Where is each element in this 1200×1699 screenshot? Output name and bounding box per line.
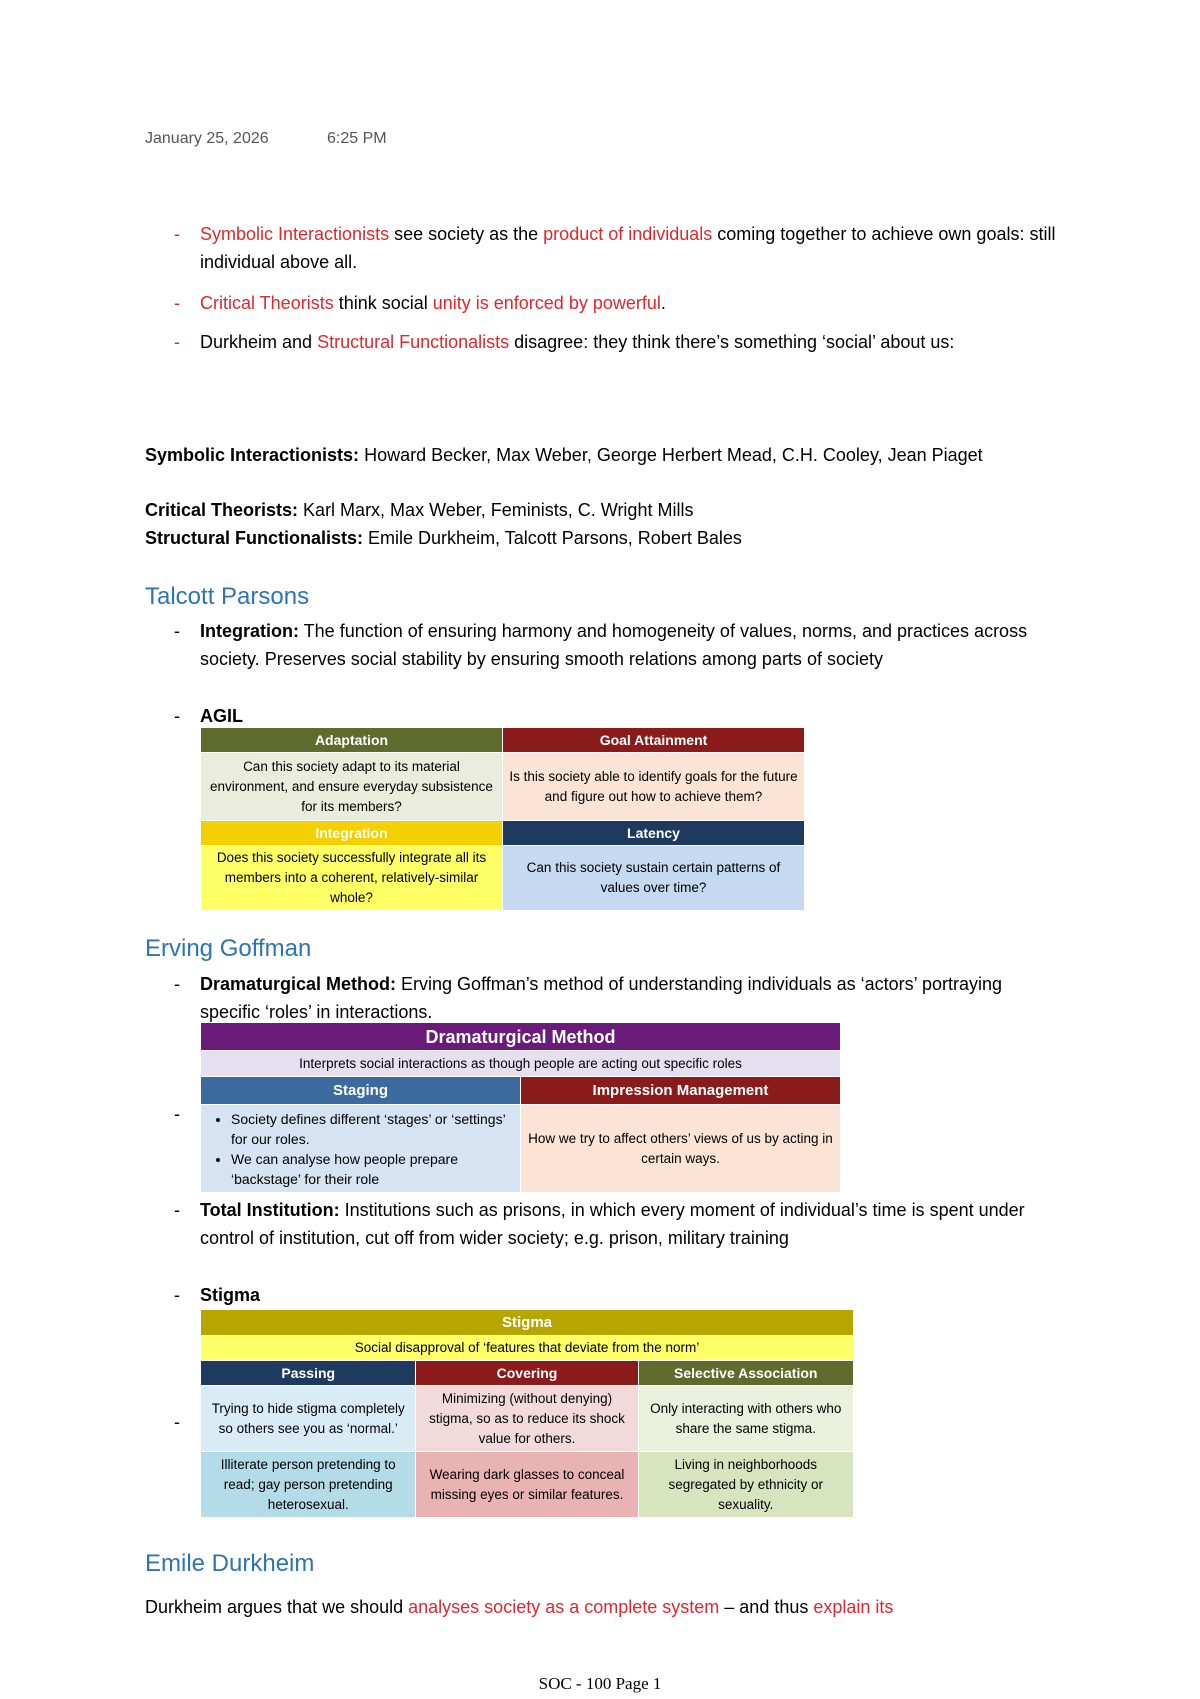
theorists-structural: Structural Functionalists: Emile Durkheim, Talcott Parsons, Robert Bales <box>145 528 742 548</box>
bullet-dash: - <box>174 1104 180 1124</box>
theorists-critical: Critical Theorists: Karl Marx, Max Weber, Feminists, C. Wright Mills <box>145 500 694 520</box>
intro-bullet-3: Durkheim and Structural Functionalists disagree: they think there’s something ‘social’ about us: <box>200 332 955 352</box>
stigma-col-selective: Selective Association <box>638 1361 854 1386</box>
stigma-passing-def: Trying to hide stigma completely so others see you as ‘normal.’ <box>201 1386 416 1452</box>
dram-impression-text: How we try to affect others’ views of us by acting in certain ways. <box>521 1105 841 1193</box>
stigma-col-passing: Passing <box>201 1361 416 1386</box>
agil-goal-text: Is this society able to identify goals for the future and figure out how to achieve them? <box>503 753 805 821</box>
intro-bullet-1: Symbolic Interactionists see society as the product of individuals coming together to achieve own goals: still individual above all. <box>200 224 1056 272</box>
dram-impression-header: Impression Management <box>521 1077 841 1105</box>
stigma-title: Stigma <box>201 1310 854 1336</box>
agil-latency-header: Latency <box>503 821 805 846</box>
stigma-subtitle: Social disapproval of ‘features that deviate from the norm’ <box>201 1336 854 1361</box>
bullet-dash: - <box>174 621 180 641</box>
durkheim-paragraph: Durkheim argues that we should analyses society as a complete system – and thus explain its <box>145 1597 894 1617</box>
dram-title: Dramaturgical Method <box>201 1023 841 1051</box>
stigma-selective-example: Living in neighborhoods segregated by ethnicity or sexuality. <box>638 1452 854 1518</box>
agil-integration-text: Does this society successfully integrate all its members into a coherent, relatively-similar whole? <box>201 846 503 911</box>
staging-item: • Society defines different ‘stages’ or ‘settings’ for our roles. <box>231 1109 514 1149</box>
bullet-dash: - <box>174 1412 180 1432</box>
intro-bullet-2: Critical Theorists think social unity is enforced by powerful. <box>200 293 666 313</box>
agil-latency-text: Can this society sustain certain patterns of values over time? <box>503 846 805 911</box>
stigma-covering-example: Wearing dark glasses to conceal missing eyes or similar features. <box>416 1452 638 1518</box>
note-time: 6:25 PM <box>327 130 387 147</box>
stigma-selective-def: Only interacting with others who share the same stigma. <box>638 1386 854 1452</box>
bullet-dash: - <box>174 224 180 244</box>
bullet-dash: - <box>174 1200 180 1220</box>
page-footer: SOC - 100 Page 1 <box>538 1674 662 1693</box>
stigma-passing-example: Illiterate person pretending to read; gay person pretending heterosexual. <box>201 1452 416 1518</box>
note-date: January 25, 2026 <box>145 130 269 147</box>
agil-adaptation-header: Adaptation <box>201 728 503 753</box>
stigma-covering-def: Minimizing (without denying) stigma, so as to reduce its shock value for others. <box>416 1386 638 1452</box>
bullet-dash: - <box>174 1285 180 1305</box>
heading-erving-goffman: Erving Goffman <box>145 935 312 962</box>
staging-item: • We can analyse how people prepare ‘backstage’ for their role <box>231 1149 514 1189</box>
theorists-symbolic: Symbolic Interactionists: Howard Becker, Max Weber, George Herbert Mead, C.H. Cooley, Jean Piaget <box>145 445 983 465</box>
agil-goal-header: Goal Attainment <box>503 728 805 753</box>
heading-talcott-parsons: Talcott Parsons <box>145 583 310 610</box>
bullet-dash: - <box>174 332 180 352</box>
agil-adaptation-text: Can this society adapt to its material environment, and ensure everyday subsistence for its members? <box>201 753 503 821</box>
dram-staging-cell <box>201 1105 521 1193</box>
agil-label: AGIL <box>200 706 243 726</box>
heading-emile-durkheim: Emile Durkheim <box>145 1550 315 1577</box>
agil-table <box>200 727 805 911</box>
stigma-table <box>200 1309 854 1518</box>
bullet-dash: - <box>174 706 180 726</box>
parsons-integration: Integration: The function of ensuring harmony and homogeneity of values, norms, and practices across society. Preserves social stability by ensuring smooth relations among parts of society <box>200 621 1028 669</box>
stigma-col-covering: Covering <box>416 1361 638 1386</box>
bullet-dash: - <box>174 974 180 994</box>
goffman-dramaturgical: Dramaturgical Method: Erving Goffman’s method of understanding individuals as ‘actors’ portraying specific ‘roles’ in interactions. <box>200 974 1003 1022</box>
dramaturgical-table <box>200 1022 841 1193</box>
dram-staging-header: Staging <box>201 1077 521 1105</box>
bullet-dash: - <box>174 293 180 313</box>
dram-subtitle: Interprets social interactions as though people are acting out specific roles <box>201 1051 841 1077</box>
agil-integration-header: Integration <box>201 821 503 846</box>
goffman-total-institution: Total Institution: Institutions such as prisons, in which every moment of individual’s time is spent under control of institution, cut off from wider society; e.g. prison, military training <box>200 1200 1025 1248</box>
stigma-label: Stigma <box>200 1285 261 1305</box>
